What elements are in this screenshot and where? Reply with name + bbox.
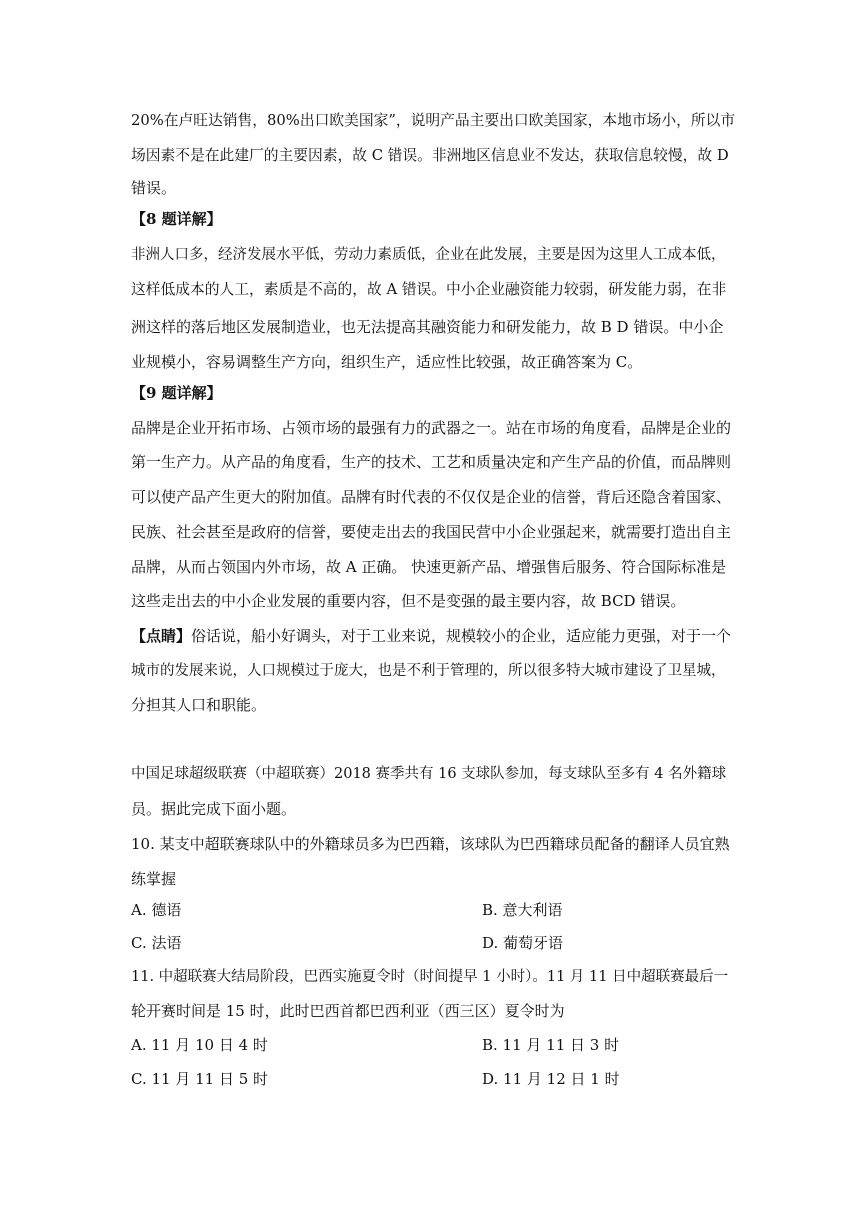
text-line: 20%在卢旺达销售，80%出口欧美国家”，说明产品主要出口欧美国家，本地市场小，所以市 <box>131 112 736 129</box>
question-stem: 轮开赛时间是 15 时，此时巴西首都巴西利亚（西三区）夏令时为 <box>131 1002 565 1020</box>
intro-line: 员。据此完成下面小题。 <box>131 800 297 818</box>
option-c: C. 法语 <box>131 934 182 952</box>
text-line: 分担其人口和职能。 <box>131 696 267 714</box>
option-d: D. 葡萄牙语 <box>482 934 564 952</box>
text-line: 可以使产品产生更大的附加值。品牌有时代表的不仅仅是企业的信誉，背后还隐含着国家、 <box>131 488 732 506</box>
option-d: D. 11 月 12 日 1 时 <box>482 1070 620 1088</box>
option-a: A. 11 月 10 日 4 时 <box>131 1036 268 1054</box>
text-line: 品牌是企业开拓市场、占领市场的最强有力的武器之一。站在市场的角度看，品牌是企业的 <box>131 419 732 437</box>
option-b: B. 11 月 11 日 3 时 <box>482 1036 620 1054</box>
option-c: C. 11 月 11 日 5 时 <box>131 1070 269 1088</box>
text-line: 场因素不是在此建厂的主要因素，故 C 错误。非洲地区信息业不发达，获取信息较慢，故 D <box>131 147 729 164</box>
text-line: 这些走出去的中小企业发展的重要内容，但不是变强的最主要内容，故 BCD 错误。 <box>131 592 686 610</box>
text-line: 城市的发展来说，人口规模过于庞大，也是不利于管理的，所以很多特大城市建设了卫星城， <box>131 663 726 679</box>
text-line: 洲这样的落后地区发展制造业，也无法提高其融资能力和研发能力，故 B D 错误。中小企 <box>131 318 724 336</box>
text-line: 品牌，从而占领国内外市场，故 A 正确。 快速更新产品、增强售后服务、符合国际标准是 <box>131 558 727 576</box>
text-line: 业规模小，容易调整生产方向，组织生产，适应性比较强，故正确答案为 C。 <box>131 353 643 371</box>
section-heading: 【9 题详解】 <box>131 384 222 402</box>
text-line: 错误。 <box>131 179 177 197</box>
option-a: A. 德语 <box>131 901 182 919</box>
option-b: B. 意大利语 <box>482 901 563 919</box>
section-heading: 【8 题详解】 <box>131 210 222 228</box>
question-stem: 练掌握 <box>131 870 177 888</box>
question-stem: 10. 某支中超联赛球队中的外籍球员多为巴西籍，该球队为巴西籍球员配备的翻译人员宜熟 <box>131 835 730 853</box>
intro-line: 中国足球超级联赛（中超联赛）2018 赛季共有 16 支球队参加，每支球队至多有 4 名外籍球 <box>131 766 727 782</box>
note-label: 【点睛】 <box>131 627 192 645</box>
note-line <box>131 626 731 646</box>
note-text: 俗话说，船小好调头，对于工业来说，规模较小的企业，适应能力更强，对于一个 <box>191 627 732 645</box>
question-stem: 11. 中超联赛大结局阶段，巴西实施夏令时（时间提早 1 小时）。11 月 11 日中超联赛最后一 <box>131 969 729 985</box>
text-line: 第一生产力。从产品的角度看，生产的技术、工艺和质量决定和产生产品的价值，而品牌则 <box>131 453 732 471</box>
text-line: 这样低成本的人工，素质是不高的，故 A 错误。中小企业融资能力较弱，研发能力弱，在非 <box>131 281 727 298</box>
text-line: 非洲人口多，经济发展水平低，劳动力素质低，企业在此发展，主要是因为这里人工成本低， <box>131 247 726 263</box>
text-line: 民族、社会甚至是政府的信誉，要使走出去的我国民营中小企业强起来，就需要打造出自主 <box>131 523 732 541</box>
